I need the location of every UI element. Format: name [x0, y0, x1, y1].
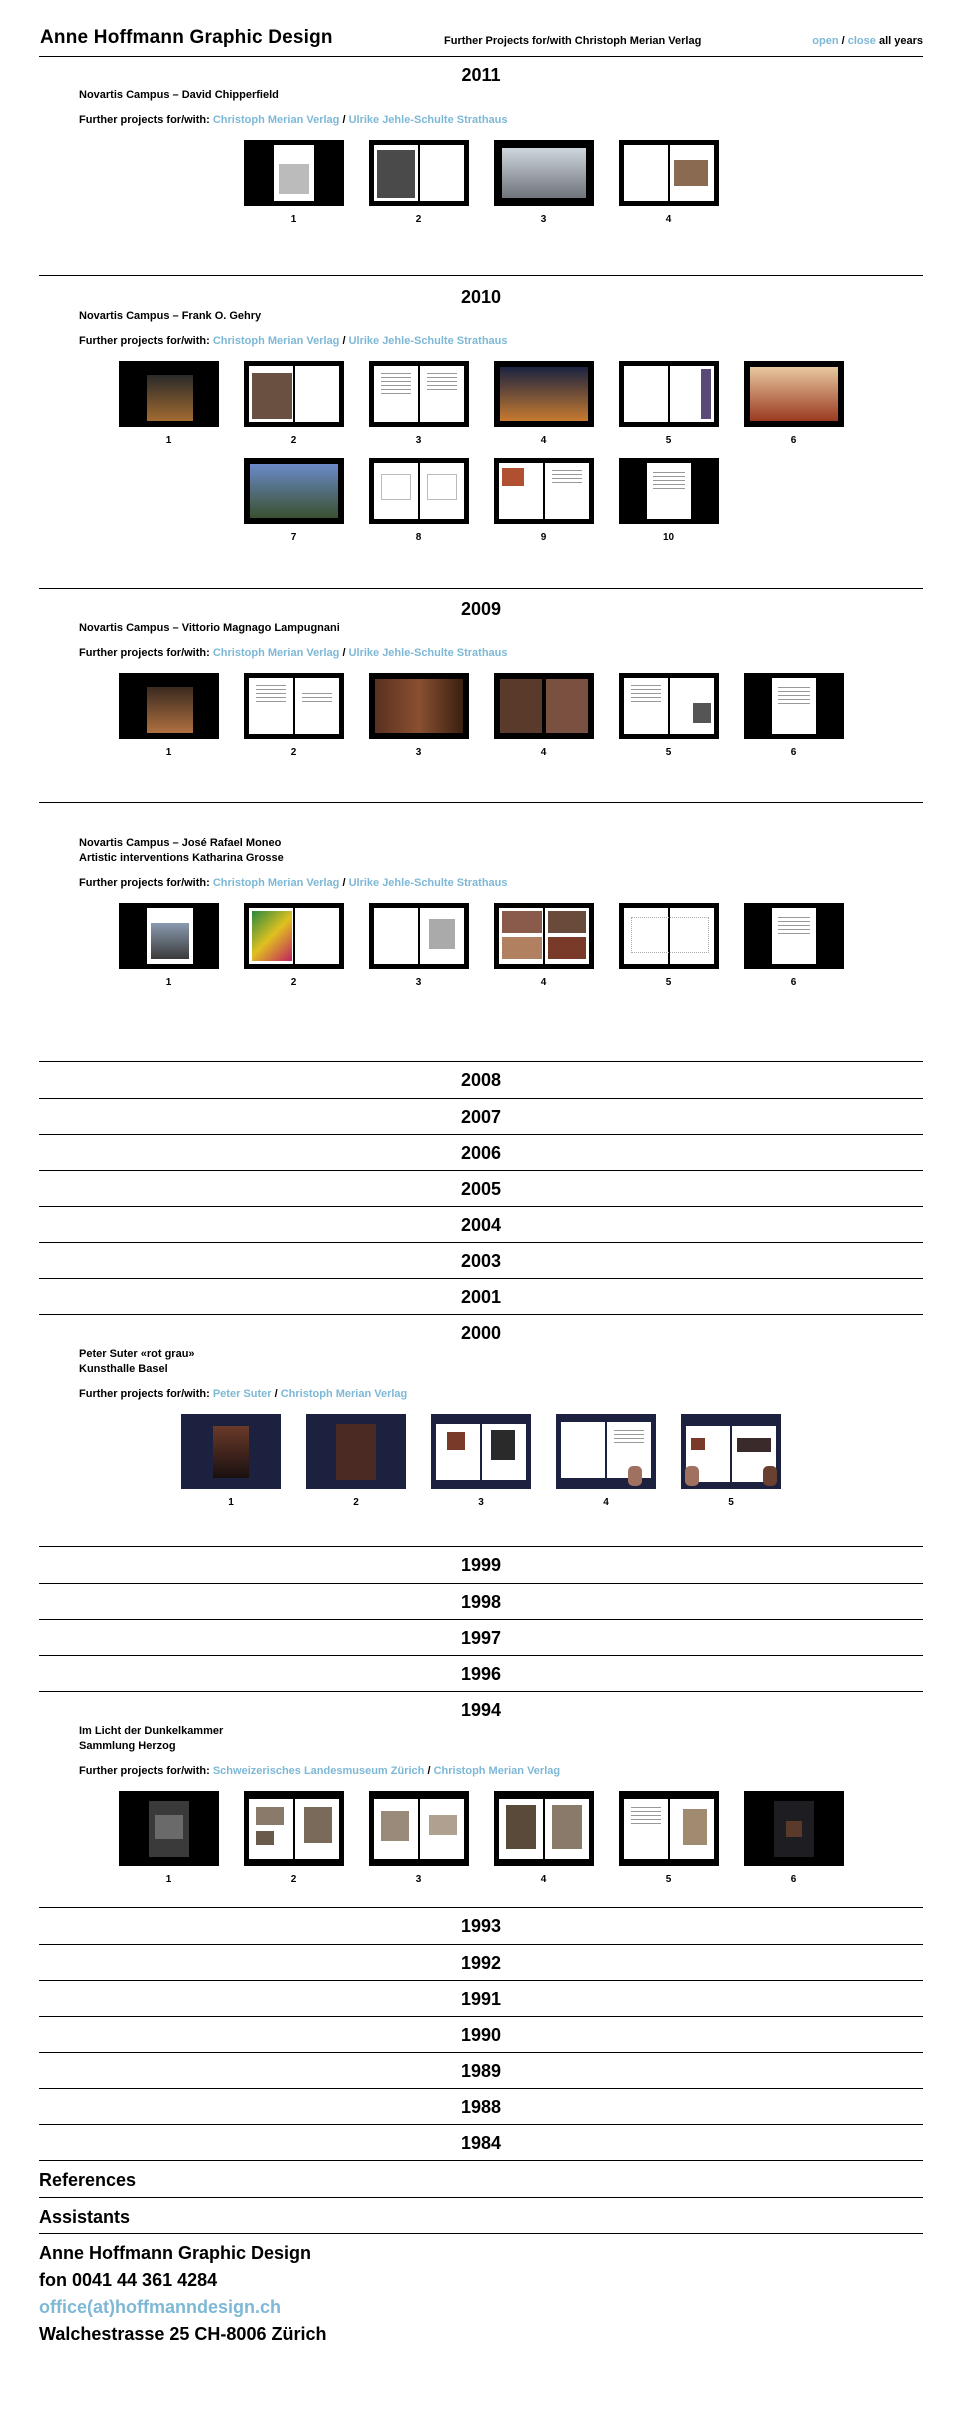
thumbnail-image[interactable] [744, 903, 844, 969]
address: Walchestrasse 25 CH-8006 Zürich [39, 2324, 327, 2344]
thumbnail[interactable] [244, 673, 344, 758]
thumbnail-number: 9 [540, 532, 547, 543]
link-separator: / [342, 647, 346, 659]
thumbnail[interactable] [431, 1414, 531, 1508]
thumbnail-number: 10 [662, 532, 675, 543]
thumbnail-number: 8 [415, 532, 422, 543]
thumbnail-number: 4 [540, 1874, 547, 1885]
thumbnail-number: 6 [790, 435, 797, 446]
thumbnail[interactable] [744, 1791, 844, 1885]
thumbnail-image[interactable] [119, 1791, 219, 1866]
thumbnail-image[interactable] [369, 140, 469, 206]
nav-separator: / [841, 35, 845, 47]
thumbnail-number: 7 [290, 532, 297, 543]
thumbnail[interactable] [119, 673, 219, 758]
thumbnail[interactable] [619, 903, 719, 988]
link-separator: / [427, 1765, 431, 1777]
thumbnail-row [39, 361, 923, 543]
thumbnail-image[interactable] [619, 903, 719, 969]
thumbnail[interactable] [556, 1414, 656, 1508]
open-all-link[interactable]: open [812, 35, 839, 47]
year-heading[interactable]: 1990 [39, 2017, 923, 2053]
author-link[interactable]: Ulrike Jehle-Schulte Strathaus [348, 647, 508, 659]
thumbnail-number: 3 [415, 977, 422, 988]
thumbnail[interactable] [119, 903, 219, 988]
year-heading[interactable]: 2006 [39, 1135, 923, 1171]
thumbnail-image[interactable] [431, 1414, 531, 1489]
thumbnail-number: 3 [478, 1497, 484, 1508]
publisher-link[interactable]: Christoph Merian Verlag [212, 877, 340, 889]
thumbnail-image[interactable] [181, 1414, 281, 1489]
thumbnail[interactable] [619, 673, 719, 758]
thumbnail-number: 5 [665, 1874, 672, 1885]
author-link[interactable]: Ulrike Jehle-Schulte Strathaus [348, 114, 508, 126]
phone-number: fon 0041 44 361 4284 [39, 2270, 218, 2290]
link-separator: / [342, 335, 346, 347]
thumbnail[interactable] [244, 458, 344, 543]
thumbnail[interactable] [681, 1414, 781, 1508]
page [39, 0, 923, 2348]
year-heading[interactable]: 2003 [39, 1243, 923, 1279]
thumbnail-image[interactable] [244, 1791, 344, 1866]
thumbnail-image[interactable] [744, 1791, 844, 1866]
thumbnail-number: 4 [665, 214, 672, 225]
thumbnail[interactable] [369, 361, 469, 446]
thumbnail-number: 2 [290, 435, 297, 446]
publisher-link[interactable]: Christoph Merian Verlag [212, 335, 340, 347]
year-heading[interactable]: 1992 [39, 1945, 923, 1981]
thumbnail-image[interactable] [494, 140, 594, 206]
project-subtitle: Artistic interventions Katharina Grosse [79, 852, 284, 864]
further-projects [79, 877, 923, 889]
thumbnail-row [39, 1414, 923, 1508]
thumbnail[interactable] [619, 458, 719, 543]
thumbnail[interactable] [619, 1791, 719, 1885]
thumbnail-number: 4 [540, 747, 547, 758]
year-heading[interactable]: 1997 [39, 1620, 923, 1656]
year-heading[interactable]: 2005 [39, 1171, 923, 1207]
thumbnail-image[interactable] [619, 361, 719, 427]
thumbnail-image[interactable] [369, 673, 469, 739]
thumbnail-image[interactable] [744, 673, 844, 739]
thumbnail-image[interactable] [619, 1791, 719, 1866]
thumbnail-image[interactable] [244, 673, 344, 739]
thumbnail-row [39, 140, 923, 225]
thumbnail-number: 4 [603, 1497, 609, 1508]
publisher-link[interactable]: Christoph Merian Verlag [433, 1765, 561, 1777]
year-heading[interactable]: 1989 [39, 2053, 923, 2089]
thumbnail-image[interactable] [306, 1414, 406, 1489]
thumbnail-image[interactable] [556, 1414, 656, 1489]
year-heading[interactable]: 1996 [39, 1656, 923, 1692]
year-heading[interactable]: 1999 [39, 1547, 923, 1584]
further-label: Further projects for/with: [79, 1388, 210, 1400]
thumbnail-number: 3 [415, 435, 422, 446]
year-heading[interactable]: 2004 [39, 1207, 923, 1243]
assistants-link[interactable]: Assistants [39, 2198, 923, 2234]
thumbnail[interactable] [494, 903, 594, 988]
artist-link[interactable]: Peter Suter [212, 1388, 272, 1400]
thumbnail-number: 1 [165, 977, 172, 988]
thumbnail[interactable] [744, 361, 844, 446]
thumbnail-image[interactable] [494, 673, 594, 739]
author-link[interactable]: Ulrike Jehle-Schulte Strathaus [348, 335, 508, 347]
year-heading-1994[interactable]: 1994 [460, 1700, 502, 1720]
thumbnail[interactable] [244, 903, 344, 988]
site-header [39, 0, 923, 57]
thumbnail-number: 4 [540, 435, 547, 446]
all-years-label: all years [878, 35, 923, 47]
project-title: Novartis Campus – David Chipperfield [79, 89, 279, 101]
thumbnail-image[interactable] [119, 903, 219, 969]
thumbnail-number: 1 [290, 214, 297, 225]
year-heading-2009[interactable]: 2009 [460, 599, 502, 619]
year-heading[interactable]: 1988 [39, 2089, 923, 2125]
thumbnail[interactable] [369, 673, 469, 758]
museum-link[interactable]: Schweizerisches Landesmuseum Zürich [212, 1765, 425, 1777]
link-separator: / [274, 1388, 278, 1400]
thumbnail[interactable] [244, 361, 344, 446]
further-projects [79, 1388, 923, 1400]
thumbnail-image[interactable] [119, 361, 219, 427]
company-name: Anne Hoffmann Graphic Design [39, 2243, 312, 2263]
link-separator: / [342, 114, 346, 126]
further-label: Further projects for/with: [79, 647, 210, 659]
link-separator: / [342, 877, 346, 889]
publisher-link[interactable]: Christoph Merian Verlag [212, 114, 340, 126]
thumbnail-image[interactable] [494, 458, 594, 524]
thumbnail[interactable] [306, 1414, 406, 1508]
thumbnail-image[interactable] [244, 140, 344, 206]
thumbnail-number: 6 [790, 747, 797, 758]
thumbnail[interactable] [119, 361, 219, 446]
thumbnail[interactable] [244, 140, 344, 225]
further-projects [79, 647, 923, 659]
thumbnail-number: 4 [540, 977, 547, 988]
thumbnail[interactable] [494, 361, 594, 446]
thumbnail[interactable] [744, 673, 844, 758]
thumbnail-number: 1 [165, 1874, 172, 1885]
year-heading[interactable]: 2007 [39, 1099, 923, 1135]
project-subtitle: Sammlung Herzog [79, 1740, 176, 1752]
thumbnail-image[interactable] [494, 361, 594, 427]
thumbnail-number: 5 [665, 747, 672, 758]
year-heading[interactable]: 2008 [39, 1062, 923, 1099]
thumbnail-image[interactable] [494, 1791, 594, 1866]
thumbnail[interactable] [119, 1791, 219, 1885]
thumbnail-number: 5 [665, 435, 672, 446]
thumbnail-image[interactable] [369, 903, 469, 969]
thumbnail-image[interactable] [681, 1414, 781, 1489]
thumbnail[interactable] [369, 903, 469, 988]
thumbnail[interactable] [494, 673, 594, 758]
thumbnail[interactable] [744, 903, 844, 988]
close-all-link[interactable]: close [847, 35, 876, 47]
thumbnail-number: 2 [290, 1874, 297, 1885]
email-link[interactable]: office(at)hoffmanndesign.ch [39, 2297, 281, 2317]
year-heading[interactable]: 1984 [39, 2125, 923, 2161]
publisher-link[interactable]: Christoph Merian Verlag [280, 1388, 408, 1400]
thumbnail-image[interactable] [619, 673, 719, 739]
thumbnail-number: 2 [353, 1497, 359, 1508]
project-2011 [39, 57, 923, 276]
thumbnail-number: 2 [290, 977, 297, 988]
further-projects [79, 1765, 923, 1777]
thumbnail-number: 3 [415, 747, 422, 758]
thumbnail-number: 3 [540, 214, 547, 225]
site-title[interactable]: Anne Hoffmann Graphic Design [40, 27, 333, 48]
thumbnail[interactable] [494, 140, 594, 225]
references-link[interactable]: References [39, 2161, 923, 2198]
further-label: Further projects for/with: [79, 877, 210, 889]
thumbnail-image[interactable] [619, 140, 719, 206]
year-heading-2011[interactable]: 2011 [461, 65, 501, 85]
publisher-link[interactable]: Christoph Merian Verlag [212, 647, 340, 659]
project-title: Novartis Campus – José Rafael Moneo [79, 837, 282, 849]
thumbnail[interactable] [244, 1791, 344, 1885]
project-1994 [39, 1692, 923, 1908]
project-title: Novartis Campus – Frank O. Gehry [79, 310, 262, 322]
project-2009-moneo [39, 836, 923, 1062]
year-heading-2010[interactable]: 2010 [460, 287, 502, 307]
thumbnail-image[interactable] [369, 1791, 469, 1866]
thumbnail-image[interactable] [369, 458, 469, 524]
thumbnail[interactable] [619, 140, 719, 225]
thumbnail-number: 1 [228, 1497, 234, 1508]
further-projects [79, 335, 923, 347]
year-heading[interactable]: 1993 [39, 1908, 923, 1945]
year-heading[interactable]: 2001 [39, 1279, 923, 1315]
thumbnail[interactable] [494, 458, 594, 543]
project-2010 [39, 279, 923, 589]
thumbnail-image[interactable] [744, 361, 844, 427]
thumbnail[interactable] [369, 140, 469, 225]
thumbnail-image[interactable] [619, 458, 719, 524]
author-link[interactable]: Ulrike Jehle-Schulte Strathaus [348, 877, 508, 889]
thumbnail[interactable] [181, 1414, 281, 1508]
project-2009 [39, 591, 923, 803]
thumbnail[interactable] [369, 458, 469, 543]
thumbnail-image[interactable] [244, 361, 344, 427]
thumbnail-image[interactable] [494, 903, 594, 969]
thumbnail-image[interactable] [244, 903, 344, 969]
further-projects [79, 114, 923, 126]
thumbnail-number: 6 [790, 1874, 797, 1885]
further-label: Further projects for/with: [79, 1765, 210, 1777]
project-title: Peter Suter «rot grau» [79, 1348, 195, 1360]
project-title: Im Licht der Dunkelkammer [79, 1725, 224, 1737]
thumbnail-number: 1 [165, 747, 172, 758]
thumbnail-number: 2 [415, 214, 422, 225]
contact-block [39, 2240, 923, 2348]
year-heading[interactable]: 1991 [39, 1981, 923, 2017]
further-label: Further projects for/with: [79, 335, 210, 347]
thumbnail-row [39, 903, 923, 988]
thumbnail[interactable] [369, 1791, 469, 1885]
thumbnail-image[interactable] [244, 458, 344, 524]
thumbnail-image[interactable] [369, 361, 469, 427]
thumbnail-number: 5 [665, 977, 672, 988]
project-subtitle: Kunsthalle Basel [79, 1363, 168, 1375]
thumbnail-number: 3 [415, 1874, 422, 1885]
header-nav [812, 35, 923, 47]
project-2000 [39, 1315, 923, 1547]
thumbnail-number: 2 [290, 747, 297, 758]
thumbnail-row [39, 673, 923, 758]
year-heading-2000[interactable]: 2000 [460, 1323, 502, 1343]
thumbnail-image[interactable] [119, 673, 219, 739]
thumbnail-row [39, 1791, 923, 1885]
header-subtitle: Further Projects for/with Christoph Merian Verlag [444, 35, 702, 47]
further-label: Further projects for/with: [79, 114, 210, 126]
thumbnail-number: 5 [728, 1497, 734, 1508]
thumbnail-number: 1 [165, 435, 172, 446]
thumbnail[interactable] [619, 361, 719, 446]
year-heading[interactable]: 1998 [39, 1584, 923, 1620]
thumbnail-number: 6 [790, 977, 797, 988]
project-title: Novartis Campus – Vittorio Magnago Lampugnani [79, 622, 340, 634]
thumbnail[interactable] [494, 1791, 594, 1885]
